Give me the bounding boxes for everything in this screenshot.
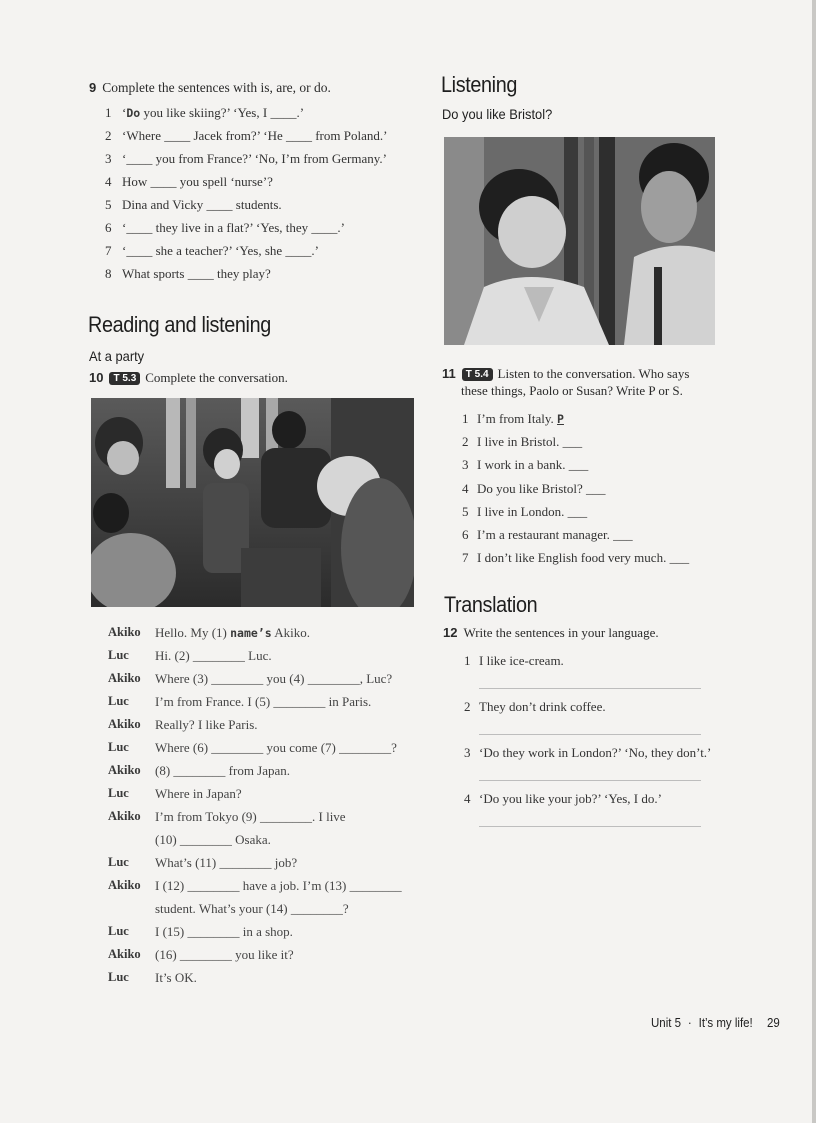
conversation-line	[108, 809, 428, 832]
conversation	[108, 625, 428, 993]
exercise-number: 12	[443, 625, 458, 640]
item-text: ‘____ they live in a flat?’ ‘Yes, they ____.’	[122, 220, 345, 235]
line-text: (8) ________ from Japan.	[155, 763, 291, 778]
conversation-line	[108, 694, 428, 717]
line-text: It’s OK.	[155, 970, 197, 985]
item-number: 8	[105, 266, 112, 281]
item-text: I live in London. ___	[477, 503, 588, 519]
audio-track-badge: T 5.4	[462, 368, 493, 381]
answer-line	[479, 688, 701, 689]
conversation-line	[108, 648, 428, 671]
line-text: (16) ________ you like it?	[155, 947, 294, 962]
handwritten-answer: name’s	[230, 626, 272, 640]
listening-photo	[444, 137, 715, 345]
list-item	[89, 266, 419, 289]
item-text: What sports ____ they play?	[122, 266, 271, 281]
list-item	[442, 481, 742, 504]
party-photo-image	[91, 398, 414, 607]
speaker: Akiko	[108, 809, 141, 823]
line-part: Akiko.	[271, 625, 310, 640]
exercise-12-heading	[443, 625, 743, 641]
list-item	[89, 128, 419, 151]
section-title-translation: Translation	[444, 592, 538, 617]
item-number: 2	[105, 128, 112, 143]
line-text: Where (6) ________ you come (7) ________?	[155, 740, 397, 755]
exercise-instruction: Write the sentences in your language.	[463, 625, 659, 640]
page-edge	[812, 0, 816, 1123]
exercise-9-list	[89, 105, 419, 289]
list-item	[443, 789, 743, 835]
conversation-line	[108, 763, 428, 786]
item-number: 1	[105, 105, 112, 120]
line-text: Really? I like Paris.	[155, 717, 258, 732]
speaker: Luc	[108, 924, 129, 938]
list-item	[89, 197, 419, 220]
item-text: ‘Do you like your job?’ ‘Yes, I do.’	[479, 791, 662, 806]
item-number: 3	[105, 151, 112, 166]
list-item	[442, 527, 742, 550]
item-number: 5	[462, 503, 469, 519]
item-text: I work in a bank. ___	[477, 457, 589, 473]
item-text: They don’t drink coffee.	[479, 699, 606, 714]
exercise-instruction: Complete the sentences with is, are, or do.	[102, 80, 331, 95]
conversation-line	[108, 717, 428, 740]
handwritten-answer: P	[557, 412, 564, 426]
item-text: I’m from Italy.	[477, 411, 554, 426]
list-item	[89, 220, 419, 243]
conversation-line	[108, 740, 428, 763]
item-text: ‘____ you from France?’ ‘No, I’m from Germany.’	[122, 151, 387, 166]
answer-line	[479, 780, 701, 781]
section-subtitle-bristol: Do you like Bristol?	[442, 106, 553, 122]
list-item	[442, 457, 742, 480]
speaker: Akiko	[108, 671, 141, 685]
speaker: Akiko	[108, 625, 141, 639]
exercise-9	[89, 80, 419, 289]
party-photo	[91, 398, 414, 607]
exercise-number: 9	[89, 80, 97, 95]
item-number: 6	[105, 220, 112, 235]
item-text: ‘Do you like skiing?’ ‘Yes, I ____.’	[122, 105, 305, 120]
conversation-line	[108, 832, 428, 855]
speaker: Luc	[108, 970, 129, 984]
line-text	[155, 625, 310, 641]
item-number: 4	[105, 174, 112, 189]
exercise-number: 11	[442, 366, 456, 381]
line-text: Where (3) ________ you (4) ________, Luc?	[155, 671, 393, 686]
item-text: How ____ you spell ‘nurse’?	[122, 174, 273, 189]
conversation-line	[108, 947, 428, 970]
list-item	[442, 550, 742, 573]
speaker: Luc	[108, 786, 129, 800]
item-number: 3	[462, 457, 469, 473]
exercise-10-heading	[89, 370, 288, 386]
speaker: Luc	[108, 855, 129, 869]
item-number: 1	[462, 411, 469, 426]
speaker: Akiko	[108, 878, 141, 892]
handwritten-answer: Do	[126, 106, 141, 120]
item-number: 2	[464, 699, 471, 714]
speaker: Luc	[108, 740, 129, 754]
list-item	[89, 174, 419, 197]
item-number: 5	[105, 197, 112, 212]
item-number: 2	[462, 434, 469, 450]
speaker: Akiko	[108, 763, 141, 777]
item-text: I live in Bristol. ___	[477, 434, 583, 450]
item-number: 7	[105, 243, 112, 258]
exercise-9-heading	[89, 80, 419, 96]
answer-line	[479, 734, 701, 735]
exercise-11	[442, 366, 742, 573]
item-text: ‘Where ____ Jacek from?’ ‘He ____ from Poland.’	[122, 128, 388, 143]
conversation-line	[108, 878, 428, 901]
speaker: Luc	[108, 694, 129, 708]
exercise-instruction-2: these things, Paolo or Susan? Write P or S.	[461, 383, 683, 398]
unit-title: It’s my life!	[698, 1016, 753, 1030]
item-text: I don’t like English food very much. ___	[477, 550, 690, 566]
exercise-12	[443, 625, 743, 835]
line-text: (10) ________ Osaka.	[155, 832, 271, 847]
line-text: Where in Japan?	[155, 786, 242, 801]
list-item	[442, 411, 742, 434]
line-text: I (15) ________ in a shop.	[155, 924, 293, 939]
item-text: I’m a restaurant manager. ___	[477, 526, 633, 542]
page-number: 29	[767, 1016, 780, 1030]
line-text: I (12) ________ have a job. I’m (13) ________	[155, 878, 402, 893]
item-number: 3	[464, 745, 471, 760]
list-item	[89, 151, 419, 174]
section-title-reading: Reading and listening	[88, 312, 271, 337]
conversation-line	[108, 970, 428, 993]
line-text: I’m from France. I (5) ________ in Paris.	[155, 694, 372, 709]
section-title-listening: Listening	[441, 72, 518, 97]
exercise-instruction: Complete the conversation.	[145, 370, 288, 385]
item-text: ‘Do they work in London?’ ‘No, they don’t.’	[479, 745, 712, 760]
line-text: Hi. (2) ________ Luc.	[155, 648, 272, 663]
footer-separator: ·	[687, 1016, 692, 1030]
conversation-line	[108, 924, 428, 947]
list-item	[89, 243, 419, 266]
item-text: Dina and Vicky ____ students.	[122, 197, 282, 212]
conversation-line	[108, 786, 428, 809]
speaker: Akiko	[108, 947, 141, 961]
speaker: Akiko	[108, 717, 141, 731]
conversation-line	[108, 671, 428, 694]
line-part: Hello. My (1)	[155, 625, 231, 640]
list-item	[89, 105, 419, 128]
exercise-instruction: Listen to the conversation. Who says	[497, 366, 690, 381]
conversation-line	[108, 901, 428, 924]
item-text: I like ice-cream.	[479, 653, 564, 668]
listening-photo-image	[444, 137, 715, 345]
exercise-11-heading	[442, 366, 742, 382]
list-item	[443, 697, 743, 743]
item-number: 4	[462, 480, 469, 496]
exercise-12-list	[443, 651, 743, 835]
audio-track-badge: T 5.3	[109, 372, 140, 385]
section-subtitle-party: At a party	[89, 348, 145, 364]
line-text: I’m from Tokyo (9) ________. I live	[155, 809, 346, 824]
conversation-line	[108, 625, 428, 648]
exercise-11-list	[442, 411, 742, 573]
item-text: ‘____ she a teacher?’ ‘Yes, she ____.’	[122, 243, 319, 258]
speaker: Luc	[108, 648, 129, 662]
list-item	[442, 504, 742, 527]
list-item	[442, 434, 742, 457]
item-text: Do you like Bristol? ___	[477, 480, 606, 496]
conversation-line	[108, 855, 428, 878]
item-number: 4	[464, 791, 471, 806]
item-number: 6	[462, 526, 469, 542]
answer-line	[479, 826, 701, 827]
item-number: 1	[464, 653, 471, 668]
unit-label: Unit 5	[651, 1016, 682, 1030]
line-text: student. What’s your (14) ________?	[155, 901, 349, 916]
line-text: What’s (11) ________ job?	[155, 855, 298, 870]
page-footer	[651, 1016, 780, 1030]
list-item	[443, 651, 743, 697]
list-item	[443, 743, 743, 789]
item-number: 7	[462, 550, 469, 566]
exercise-number: 10	[89, 370, 104, 385]
